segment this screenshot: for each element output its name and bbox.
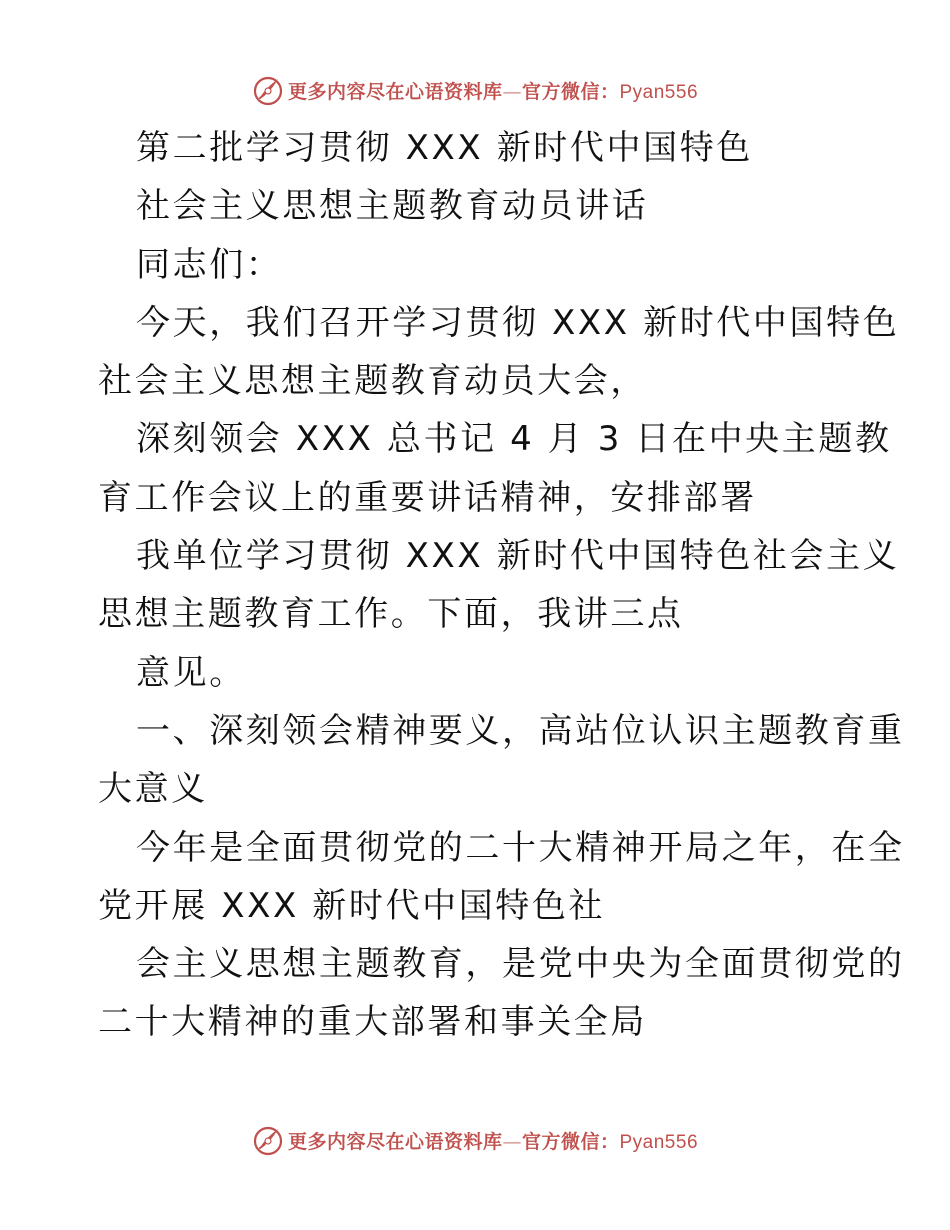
text-line: 今天，我们召开学习贯彻 XXX 新时代中国特色 (136, 302, 900, 343)
text-line: 社会主义思想主题教育动员大会， (98, 361, 647, 402)
text-line: 今年是全面贯彻党的二十大精神开局之年，在全 (136, 827, 905, 868)
footer-watermark (0, 1122, 950, 1158)
text-line: 思想主题教育工作。下面，我讲三点 (98, 594, 684, 635)
text-line: 一、深刻领会精神要义，高站位认识主题教育重 (136, 710, 905, 751)
text-line: 二十大精神的重大部署和事关全局 (98, 1002, 647, 1043)
text-line: 意见。 (136, 652, 246, 693)
text-line: 我单位学习贯彻 XXX 新时代中国特色社会主义 (136, 536, 900, 577)
document-body (98, 119, 905, 1052)
quill-logo-icon (252, 1124, 284, 1156)
quill-logo-icon (252, 74, 284, 106)
text-line: 同志们： (136, 244, 283, 285)
text-line: 深刻领会 XXX 总书记 4 月 3 日在中央主题教 (136, 419, 892, 460)
text-line: 育工作会议上的重要讲话精神，安排部署 (98, 477, 757, 518)
watermark-text: 更多内容尽在心语资料库—官方微信：Pyan556 (287, 80, 699, 103)
text-line: 大意义 (98, 769, 208, 810)
text-line: 第二批学习贯彻 XXX 新时代中国特色 (136, 128, 753, 168)
header-watermark (0, 72, 950, 108)
text-line: 社会主义思想主题教育动员讲话 (136, 186, 649, 227)
watermark-text: 更多内容尽在心语资料库—官方微信：Pyan556 (287, 1130, 699, 1153)
text-line: 会主义思想主题教育，是党中央为全面贯彻党的 (136, 944, 905, 985)
text-line: 党开展 XXX 新时代中国特色社 (98, 885, 606, 926)
